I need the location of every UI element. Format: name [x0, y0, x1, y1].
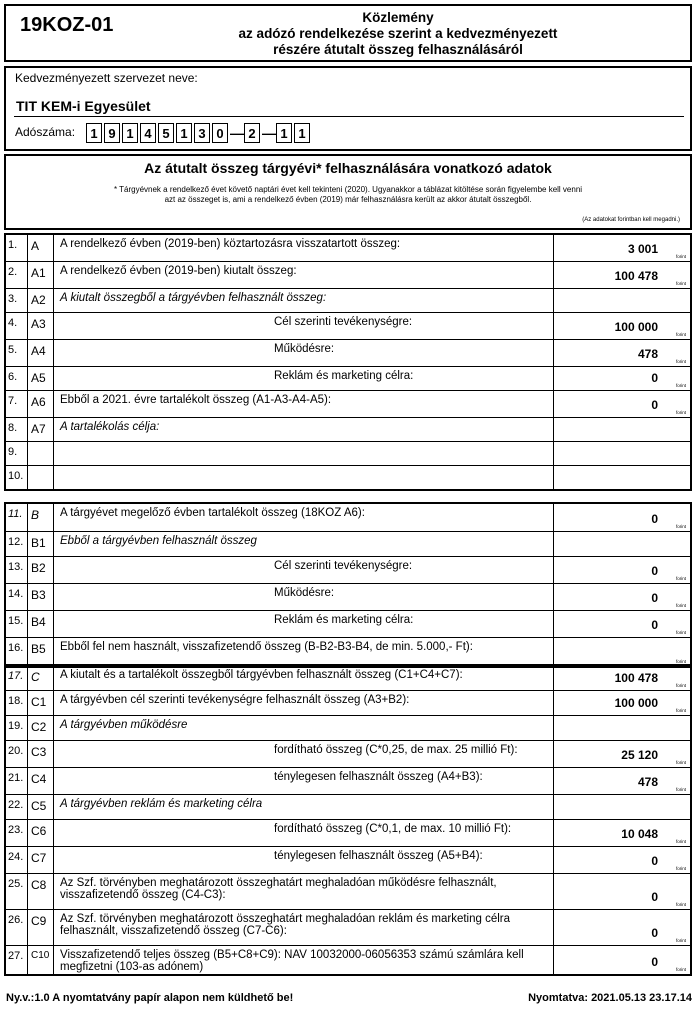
- row-description: [54, 466, 554, 489]
- row-code: B4: [28, 611, 54, 637]
- table-row: [6, 289, 690, 313]
- row-value-cell: [554, 418, 690, 441]
- row-description: fordítható összeg (C*0,25, de max. 25 millió Ft):: [54, 741, 554, 767]
- row-code: [28, 442, 54, 465]
- footer-print-date: Nyomtatva: 2021.05.13 23.17.14: [528, 992, 692, 1004]
- row-description: Visszafizetendő teljes összeg (B5+C8+C9): NAV 10032000-06056353 számú számlára kell megfizetni (103-as adónem): [54, 946, 554, 974]
- form-title-line-3: részére átutalt összeg felhasználásáról: [273, 42, 523, 57]
- org-name-underline: [14, 116, 684, 117]
- table-row: [6, 946, 690, 974]
- row-code: B3: [28, 584, 54, 610]
- row-amount: 478: [637, 775, 658, 789]
- tax-digit: 5: [158, 123, 174, 143]
- row-description: Ebből a tárgyévben felhasznált összeg: [54, 532, 554, 556]
- row-number: 24.: [6, 847, 28, 873]
- row-number: 22.: [6, 795, 28, 819]
- currency-unit: forint: [675, 410, 686, 415]
- row-description: Ebből a 2021. évre tartalékolt összeg (A1-A3-A4-A5):: [54, 391, 554, 417]
- row-number: 26.: [6, 910, 28, 945]
- row-amount: 0: [651, 890, 658, 904]
- tax-digit: 1: [276, 123, 292, 143]
- row-description: fordítható összeg (C*0,1, de max. 10 millió Ft):: [54, 820, 554, 846]
- row-description: A kiutalt és a tartalékolt összegből tárgyévben felhasznált összeg (C1+C4+C7):: [54, 666, 554, 690]
- row-value-cell: [554, 262, 690, 288]
- row-description: [54, 442, 554, 465]
- row-number: 15.: [6, 611, 28, 637]
- row-value-cell: [554, 946, 690, 974]
- row-code: C10: [28, 946, 54, 974]
- row-number: 9.: [6, 442, 28, 465]
- beneficiary-box: [4, 66, 692, 151]
- section-title-box: [4, 154, 692, 230]
- row-description: Cél szerinti tevékenységre:: [54, 313, 554, 339]
- tax-digit: 0: [212, 123, 228, 143]
- tax-digit: 1: [176, 123, 192, 143]
- row-amount: 0: [651, 618, 658, 632]
- table-row: [6, 262, 690, 289]
- row-value-cell: [554, 666, 690, 690]
- row-description: Az Szf. törvényben meghatározott összeghatárt meghaladóan reklám és marketing célra felhasznált, visszafizetendő összeg (C7-C6):: [54, 910, 554, 945]
- table-row: [6, 340, 690, 367]
- currency-unit: forint: [675, 576, 686, 581]
- row-number: 7.: [6, 391, 28, 417]
- row-description: A tárgyévet megelőző évben tartalékolt összeg (18KOZ A6):: [54, 504, 554, 531]
- tax-number-label: Adószáma:: [15, 125, 76, 139]
- table-row: [6, 391, 690, 418]
- row-number: 23.: [6, 820, 28, 846]
- row-code: B2: [28, 557, 54, 583]
- currency-unit: forint: [675, 359, 686, 364]
- form-title-line-1: Közlemény: [362, 10, 434, 25]
- row-value-cell: [554, 504, 690, 531]
- currency-unit: forint: [675, 281, 686, 286]
- row-description: Reklám és marketing célra:: [54, 611, 554, 637]
- tax-number-field: [86, 122, 312, 144]
- row-code: C9: [28, 910, 54, 945]
- table-row: [6, 910, 690, 946]
- table-row: [6, 557, 690, 584]
- row-amount: 100 478: [614, 671, 658, 685]
- row-amount: 0: [651, 926, 658, 940]
- table-row: [6, 611, 690, 638]
- table-row: [6, 795, 690, 820]
- currency-unit: forint: [675, 902, 686, 907]
- row-code: A6: [28, 391, 54, 417]
- table-row: [6, 716, 690, 741]
- form-title: [116, 10, 680, 58]
- currency-unit: forint: [675, 967, 686, 972]
- currency-unit: forint: [675, 938, 686, 943]
- row-value-cell: [554, 768, 690, 794]
- row-description: Cél szerinti tevékenységre:: [54, 557, 554, 583]
- row-amount: 100 000: [614, 320, 658, 334]
- row-code: A5: [28, 367, 54, 390]
- currency-unit: forint: [675, 603, 686, 608]
- table-a: [4, 233, 692, 491]
- section-title: Az átutalt összeg tárgyévi* felhasználására vonatkozó adatok: [144, 160, 552, 176]
- row-code: C6: [28, 820, 54, 846]
- row-code: B1: [28, 532, 54, 556]
- row-number: 11.: [6, 504, 28, 531]
- row-number: 3.: [6, 289, 28, 312]
- row-description: ténylegesen felhasznált összeg (A5+B4):: [54, 847, 554, 873]
- row-amount: 0: [651, 398, 658, 412]
- row-value-cell: [554, 557, 690, 583]
- row-value-cell: [554, 466, 690, 489]
- row-value-cell: [554, 741, 690, 767]
- row-number: 17.: [6, 666, 28, 690]
- row-value-cell: [554, 795, 690, 819]
- row-value-cell: [554, 367, 690, 390]
- row-number: 5.: [6, 340, 28, 366]
- row-number: 25.: [6, 874, 28, 909]
- tax-digit: 1: [122, 123, 138, 143]
- row-description: Ebből fel nem használt, visszafizetendő összeg (B-B2-B3-B4, de min. 5.000,- Ft):: [54, 638, 554, 666]
- row-code: C: [28, 666, 54, 690]
- table-b: [4, 502, 692, 668]
- table-row: [6, 874, 690, 910]
- currency-unit: forint: [675, 708, 686, 713]
- row-description: A rendelkező évben (2019-ben) kiutalt összeg:: [54, 262, 554, 288]
- table-row: [6, 741, 690, 768]
- footer-version-note: Ny.v.:1.0 A nyomtatvány papír alapon nem küldhető be!: [6, 992, 294, 1004]
- table-row: [6, 584, 690, 611]
- row-number: 18.: [6, 691, 28, 715]
- tax-separator: —: [262, 125, 276, 141]
- row-amount: 0: [651, 854, 658, 868]
- row-code: A7: [28, 418, 54, 441]
- row-value-cell: [554, 910, 690, 945]
- row-value-cell: [554, 820, 690, 846]
- table-row: [6, 442, 690, 466]
- row-number: 14.: [6, 584, 28, 610]
- row-code: C2: [28, 716, 54, 740]
- row-value-cell: [554, 691, 690, 715]
- row-code: C1: [28, 691, 54, 715]
- row-number: 2.: [6, 262, 28, 288]
- currency-unit: forint: [675, 839, 686, 844]
- table-row: [6, 313, 690, 340]
- row-amount: 3 001: [627, 242, 658, 256]
- table-row: [6, 504, 690, 532]
- row-code: A: [28, 235, 54, 261]
- form-code: 19KOZ-01: [20, 14, 114, 36]
- row-code: A2: [28, 289, 54, 312]
- row-value-cell: [554, 313, 690, 339]
- table-row: [6, 466, 690, 489]
- currency-unit: forint: [675, 332, 686, 337]
- row-number: 4.: [6, 313, 28, 339]
- row-code: A4: [28, 340, 54, 366]
- row-code: B5: [28, 638, 54, 666]
- row-code: A3: [28, 313, 54, 339]
- row-amount: 10 048: [621, 827, 658, 841]
- tax-digit: 1: [86, 123, 102, 143]
- row-number: 20.: [6, 741, 28, 767]
- org-name-label: Kedvezményezett szervezet neve:: [15, 71, 198, 85]
- table-row: [6, 418, 690, 442]
- currency-unit: forint: [675, 659, 686, 664]
- row-description: A tartalékolás célja:: [54, 418, 554, 441]
- currency-unit: forint: [675, 383, 686, 388]
- row-amount: 0: [651, 955, 658, 969]
- table-row: [6, 691, 690, 716]
- tax-digit: 9: [104, 123, 120, 143]
- row-value-cell: [554, 611, 690, 637]
- table-row: [6, 768, 690, 795]
- row-code: C8: [28, 874, 54, 909]
- currency-unit: forint: [675, 866, 686, 871]
- row-number: 19.: [6, 716, 28, 740]
- row-value-cell: [554, 442, 690, 465]
- table-row: [6, 532, 690, 557]
- row-number: 8.: [6, 418, 28, 441]
- currency-unit: forint: [675, 630, 686, 635]
- row-amount: 100 478: [614, 269, 658, 283]
- currency-note: (Az adatokat forintban kell megadni.): [582, 217, 680, 223]
- form-header: [4, 4, 692, 62]
- org-name-value: TIT KEM-i Egyesület: [16, 98, 151, 114]
- row-description: A tárgyévben cél szerinti tevékenységre felhasznált összeg (A3+B2):: [54, 691, 554, 715]
- currency-unit: forint: [675, 254, 686, 259]
- row-number: 1.: [6, 235, 28, 261]
- row-amount: 0: [651, 512, 658, 526]
- row-value-cell: [554, 532, 690, 556]
- row-description: Reklám és marketing célra:: [54, 367, 554, 390]
- row-number: 12.: [6, 532, 28, 556]
- row-description: Az Szf. törvényben meghatározott összeghatárt meghaladóan működésre felhasznált, visszafizetendő összeg (C4-C3):: [54, 874, 554, 909]
- table-row: [6, 820, 690, 847]
- row-description: A kiutalt összegből a tárgyévben felhasznált összeg:: [54, 289, 554, 312]
- row-value-cell: [554, 874, 690, 909]
- currency-unit: forint: [675, 683, 686, 688]
- table-row: [6, 235, 690, 262]
- row-code: C4: [28, 768, 54, 794]
- row-description: Működésre:: [54, 340, 554, 366]
- row-number: 13.: [6, 557, 28, 583]
- tax-digit: 2: [244, 123, 260, 143]
- row-code: C3: [28, 741, 54, 767]
- row-amount: 0: [651, 591, 658, 605]
- form-title-line-2: az adózó rendelkezése szerint a kedvezményezett: [238, 26, 558, 41]
- row-code: C7: [28, 847, 54, 873]
- table-row: [6, 666, 690, 691]
- table-row: [6, 638, 690, 666]
- row-amount: 0: [651, 371, 658, 385]
- row-number: 21.: [6, 768, 28, 794]
- row-number: 27.: [6, 946, 28, 974]
- row-value-cell: [554, 847, 690, 873]
- row-value-cell: [554, 391, 690, 417]
- section-note-line-1: * Tárgyévnek a rendelkező évet követő naptári évet kell tekinteni (2020). Ugyanakkor a táblázat kitöltése során figyelembe kell venni: [113, 185, 583, 194]
- row-value-cell: [554, 584, 690, 610]
- tax-digit: 1: [294, 123, 310, 143]
- currency-unit: forint: [675, 787, 686, 792]
- table-c: [4, 664, 692, 976]
- row-code: [28, 466, 54, 489]
- currency-unit: forint: [675, 524, 686, 529]
- tax-separator: —: [230, 125, 244, 141]
- section-note-line-2: azt az összeget is, ami a rendelkező évben (2019) már felhasználásra került az akkor átutalt összegből.: [164, 195, 532, 204]
- row-value-cell: [554, 289, 690, 312]
- row-value-cell: [554, 340, 690, 366]
- row-value-cell: [554, 235, 690, 261]
- row-description: A rendelkező évben (2019-ben) köztartozásra visszatartott összeg:: [54, 235, 554, 261]
- table-row: [6, 847, 690, 874]
- currency-unit: forint: [675, 760, 686, 765]
- row-code: B: [28, 504, 54, 531]
- row-code: C5: [28, 795, 54, 819]
- tax-digit: 3: [194, 123, 210, 143]
- row-value-cell: [554, 716, 690, 740]
- tax-digit: 4: [140, 123, 156, 143]
- row-code: A1: [28, 262, 54, 288]
- row-number: 10.: [6, 466, 28, 489]
- row-amount: 100 000: [614, 696, 658, 710]
- row-amount: 478: [637, 347, 658, 361]
- row-value-cell: [554, 638, 690, 666]
- row-description: A tárgyévben működésre: [54, 716, 554, 740]
- table-row: [6, 367, 690, 391]
- row-number: 16.: [6, 638, 28, 666]
- row-description: A tárgyévben reklám és marketing célra: [54, 795, 554, 819]
- row-amount: 25 120: [621, 748, 658, 762]
- section-note: [26, 185, 670, 205]
- row-amount: 0: [651, 564, 658, 578]
- row-description: Működésre:: [54, 584, 554, 610]
- row-description: ténylegesen felhasznált összeg (A4+B3):: [54, 768, 554, 794]
- row-number: 6.: [6, 367, 28, 390]
